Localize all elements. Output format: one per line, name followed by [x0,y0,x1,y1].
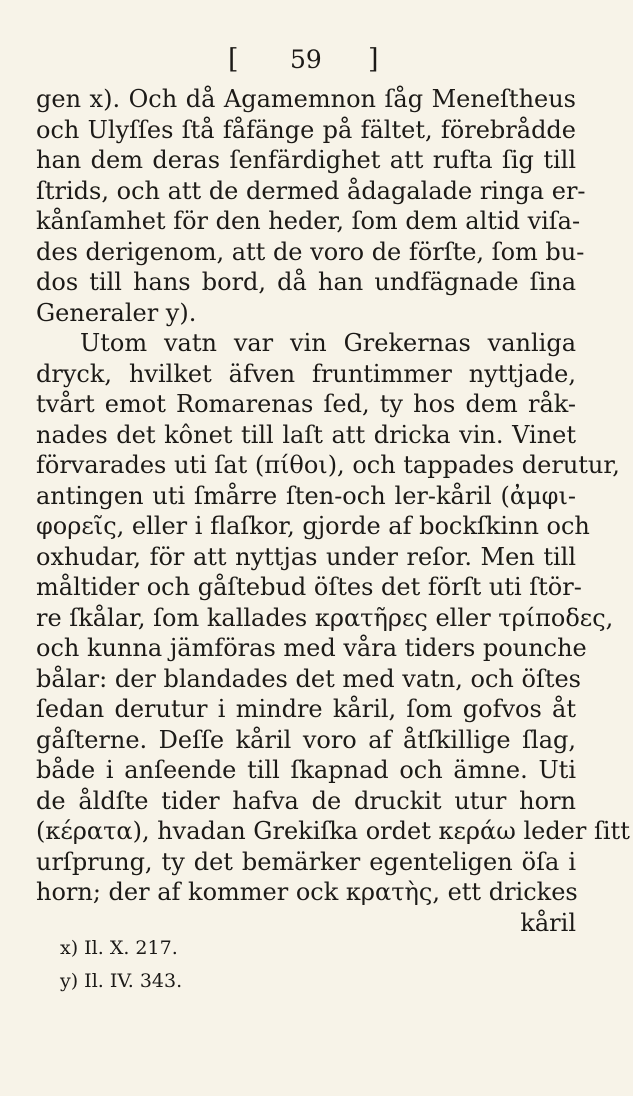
text-line: tvårt emot Romarenas ſed, ty hos dem råk- [36,390,576,418]
text-line: horn; der af kommer ock κρατὴς, ett drickes [36,878,578,906]
text-line: nades det kônet till laſt att dricka vin. Vinet [36,420,576,449]
text-line: antingen uti ſmårre ſten-och ler-kåril (ἀμφι- [36,481,576,510]
text-line: dryck, hvilket äfven fruntimmer nyttjade, [36,359,576,388]
text-line: ſedan derutur i mindre kåril, ſom gofvos åt [36,695,576,723]
text-line: Generaler y). [36,298,197,327]
text-line: urſprung, ty det bemärker egenteligen öſa i [36,847,576,876]
text-line: kånſamhet för den heder, ſom dem altid viſa- [36,207,581,235]
header-bracket-right: ] [368,44,379,75]
catchword: kåril [520,908,576,937]
text-line: förvarades uti ſat (πίθοι), och tappades derutur, [36,451,620,479]
text-line: re ſkålar, ſom kallades κρατῆρες eller τρίποδες, [36,603,614,632]
text-line: både i anſeende till ſkapnad och ämne. Uti [36,756,576,784]
header-bracket-left: [ [228,44,239,75]
text-line: dos till hans bord, då han undfägnade ſina [36,268,576,296]
text-line: måltider och gåſtebud öſtes det förſt uti ſtör- [36,573,582,601]
text-line: ſtrids, och att de dermed ådagalade ringa er- [36,176,586,205]
text-line: gen x). Och då Agamemnon ſåg Meneſtheus [36,85,576,113]
page-header [0,42,633,78]
text-line: gåſterne. Deſſe kåril voro af åtſkillige ſlag, [36,725,576,754]
body-text [36,84,630,938]
text-line: och kunna jämföras med våra tiders pounche [36,634,587,662]
text-line: bålar: der blandades det med vatn, och öſtes [36,664,581,693]
text-line: (κέρατα), hvadan Grekiſka ordet κεράω leder ſitt [36,817,630,845]
text-line: oxhudar, för att nyttjas under reſor. Men till [36,542,576,571]
text-line: des derigenom, att de voro de förſte, ſom bu- [36,237,585,266]
footnote: x) Il. X. 217. [60,937,178,959]
page-number: 59 [290,45,322,74]
text-line: och Ulyſſes ſtå fåfänge på fältet, förebrådde [36,115,576,144]
footnote: y) Il. IV. 343. [60,970,183,992]
text-line: φορεῖς, eller i flaſkor, gjorde af bockſkinn och [36,512,590,540]
text-line: Utom vatn var vin Grekernas vanliga [80,329,576,357]
footnotes [60,932,182,998]
text-line: han dem deras ſenfärdighet att rufta ſig till [36,146,576,174]
text-line: de åldſte tider hafva de druckit utur horn [36,786,576,815]
